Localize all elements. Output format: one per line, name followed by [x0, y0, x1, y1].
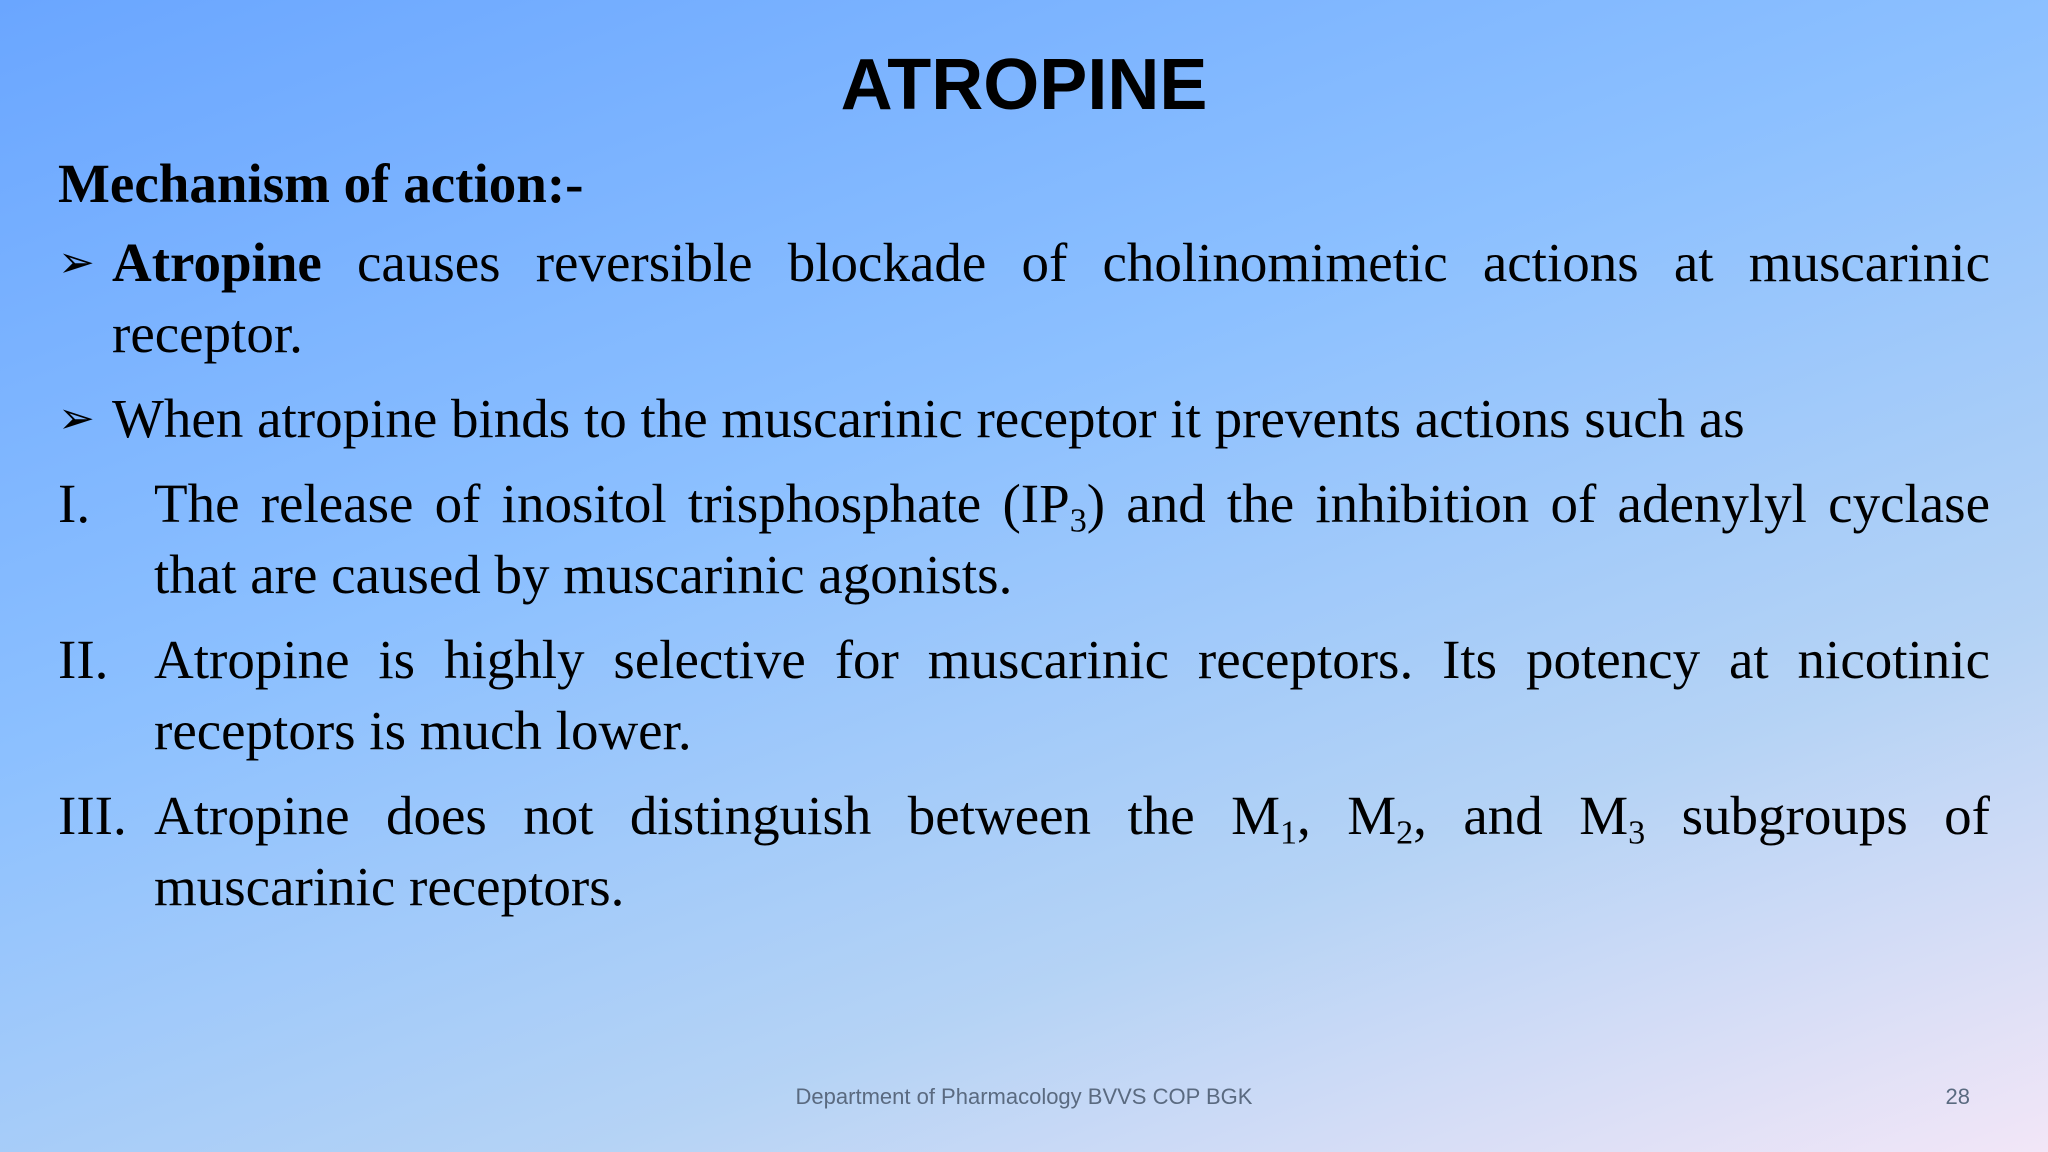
page-number: 28	[1945, 1084, 1970, 1109]
slide-footer: Department of Pharmacology BVVS COP BGK	[795, 1084, 1253, 1109]
section-heading: Mechanism of action:-	[58, 153, 584, 214]
arrow-bullet-icon: ➢	[58, 393, 95, 444]
numbered-item	[58, 780, 1990, 922]
bullet-item	[58, 383, 1990, 454]
item-text: Atropine does not distinguish between the $M_1$, $M_2$, and $M_3$ subgroups of muscarinic receptors.	[154, 785, 1990, 917]
item-number: III.	[58, 785, 127, 846]
numbered-item	[58, 624, 1990, 766]
bullet-bold-lead: Atropine	[112, 232, 322, 293]
slide-title: ATROPINE	[840, 45, 1208, 125]
item-number: II.	[58, 629, 109, 690]
item-number: I.	[58, 473, 91, 534]
numbered-item	[58, 468, 1990, 610]
bullet-text: Atropine causes reversible blockade of cholinomimetic actions at muscarinic receptor.	[112, 232, 1990, 364]
bullet-item	[58, 227, 1990, 369]
arrow-bullet-icon: ➢	[58, 237, 95, 288]
item-text: Atropine is highly selective for muscarinic receptors. Its potency at nicotinic receptors is much lower.	[154, 629, 1990, 761]
item-text: The release of inositol trisphosphate $(IP_3)$ and the inhibition of adenylyl cyclase that are caused by muscarinic agonists.	[154, 473, 1990, 605]
bullet-text: When atropine binds to the muscarinic receptor it prevents actions such as	[112, 388, 1745, 449]
slide-body	[58, 148, 1990, 936]
